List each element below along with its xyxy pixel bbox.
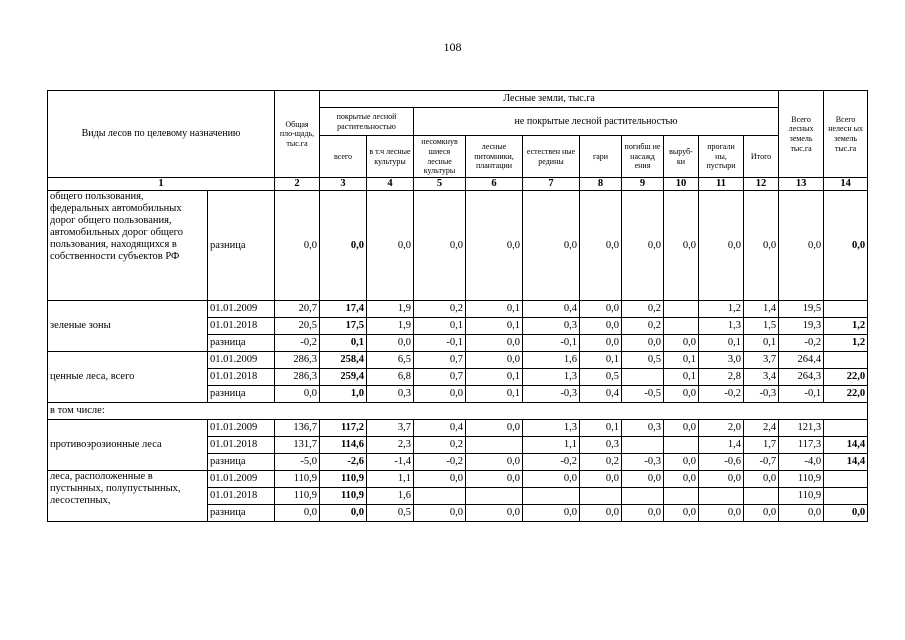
value-cell: -0,2 <box>699 386 744 403</box>
forest-lands-table <box>47 90 868 522</box>
value-cell: 0,0 <box>664 454 699 471</box>
value-cell: 117,3 <box>779 437 824 454</box>
value-cell <box>622 369 664 386</box>
value-cell: 0,2 <box>622 301 664 318</box>
value-cell: 136,7 <box>275 420 320 437</box>
value-cell <box>824 420 868 437</box>
value-cell: 0,0 <box>664 386 699 403</box>
value-cell: 0,0 <box>824 505 868 522</box>
header-total-forest-land: Всего лесных земель тыс.га <box>779 91 824 178</box>
column-number: 13 <box>779 178 824 191</box>
value-cell: 0,0 <box>367 191 414 301</box>
table-row <box>48 471 868 488</box>
value-cell: 6,8 <box>367 369 414 386</box>
value-cell: 0,0 <box>580 318 622 335</box>
value-cell: 0,1 <box>744 335 779 352</box>
value-cell <box>664 301 699 318</box>
value-cell: 110,9 <box>779 488 824 505</box>
value-cell: 1,4 <box>699 437 744 454</box>
value-cell: 0,0 <box>744 471 779 488</box>
value-cell: -0,2 <box>523 454 580 471</box>
value-cell: 0,0 <box>779 505 824 522</box>
value-cell: 0,1 <box>580 420 622 437</box>
value-cell: 1,9 <box>367 301 414 318</box>
value-cell: 0,5 <box>622 352 664 369</box>
value-cell: 1,2 <box>824 318 868 335</box>
value-cell: -0,3 <box>744 386 779 403</box>
value-cell: 0,1 <box>580 352 622 369</box>
value-cell: 0,0 <box>275 386 320 403</box>
value-cell: 2,3 <box>367 437 414 454</box>
column-number: 7 <box>523 178 580 191</box>
value-cell: 286,3 <box>275 352 320 369</box>
header-covered-total: всего <box>320 136 367 178</box>
value-cell: 3,0 <box>699 352 744 369</box>
row-label: 01.01.2009 <box>208 471 275 488</box>
value-cell: 0,1 <box>664 369 699 386</box>
forest-type-name: ценные леса, всего <box>48 352 208 403</box>
header-total-nonforest-land: Всего нелесн ых земель тыс.га <box>824 91 868 178</box>
value-cell: -0,7 <box>744 454 779 471</box>
header-unclosed-cultures: несомкнув шиеся лесные культуры <box>414 136 466 178</box>
row-label: 01.01.2018 <box>208 318 275 335</box>
value-cell: 0,0 <box>414 386 466 403</box>
value-cell: 110,9 <box>275 488 320 505</box>
forest-type-name: леса, расположенные в пустынных, полупустынных, лесостепных, <box>48 471 208 522</box>
value-cell: 258,4 <box>320 352 367 369</box>
value-cell: -0,3 <box>523 386 580 403</box>
column-number: 6 <box>466 178 523 191</box>
value-cell <box>664 437 699 454</box>
value-cell: 0,7 <box>414 369 466 386</box>
value-cell: 0,0 <box>275 505 320 522</box>
value-cell: 121,3 <box>779 420 824 437</box>
value-cell: 1,6 <box>367 488 414 505</box>
value-cell: 0,5 <box>367 505 414 522</box>
value-cell <box>580 488 622 505</box>
row-label: разница <box>208 454 275 471</box>
header-itogo: Итого <box>744 136 779 178</box>
value-cell: 0,0 <box>414 505 466 522</box>
header-natural-sparse: естествен ные редины <box>523 136 580 178</box>
row-label: разница <box>208 505 275 522</box>
value-cell: 0,0 <box>580 335 622 352</box>
forest-type-name: общего пользования, федеральных автомобильных дорог общего пользования, автомобильных дорог общего пользования, находящихся в собственности субъектов РФ <box>48 191 208 301</box>
value-cell: 6,5 <box>367 352 414 369</box>
value-cell: 0,1 <box>664 352 699 369</box>
value-cell: 0,0 <box>580 471 622 488</box>
value-cell: 117,2 <box>320 420 367 437</box>
value-cell <box>824 352 868 369</box>
value-cell: 1,4 <box>744 301 779 318</box>
value-cell <box>744 488 779 505</box>
value-cell: -0,2 <box>779 335 824 352</box>
value-cell: 1,6 <box>523 352 580 369</box>
value-cell: -0,2 <box>275 335 320 352</box>
row-label: 01.01.2009 <box>208 301 275 318</box>
value-cell: 0,0 <box>744 191 779 301</box>
value-cell: -0,5 <box>622 386 664 403</box>
column-number: 5 <box>414 178 466 191</box>
value-cell: 14,4 <box>824 454 868 471</box>
value-cell: 0,1 <box>414 318 466 335</box>
column-number: 10 <box>664 178 699 191</box>
row-label: 01.01.2009 <box>208 352 275 369</box>
row-label: 01.01.2018 <box>208 488 275 505</box>
value-cell: 0,1 <box>699 335 744 352</box>
value-cell: 20,7 <box>275 301 320 318</box>
value-cell: 1,2 <box>824 335 868 352</box>
value-cell: 0,0 <box>414 191 466 301</box>
value-cell: 0,0 <box>466 505 523 522</box>
header-dead-stands: погибш ие насажд ения <box>622 136 664 178</box>
column-number: 8 <box>580 178 622 191</box>
value-cell: 3,7 <box>367 420 414 437</box>
header-total-area: Общая пло-щадь, тыс.га <box>275 91 320 178</box>
value-cell <box>466 437 523 454</box>
value-cell: 0,0 <box>320 505 367 522</box>
value-cell: 0,0 <box>580 191 622 301</box>
value-cell: 264,4 <box>779 352 824 369</box>
value-cell: 0,1 <box>466 318 523 335</box>
value-cell: 110,9 <box>320 471 367 488</box>
value-cell: -0,1 <box>523 335 580 352</box>
header-cuttings: выруб-ки <box>664 136 699 178</box>
value-cell: 0,0 <box>664 420 699 437</box>
value-cell: 22,0 <box>824 386 868 403</box>
value-cell: -5,0 <box>275 454 320 471</box>
value-cell: 0,0 <box>523 471 580 488</box>
column-number: 2 <box>275 178 320 191</box>
value-cell: 0,2 <box>622 318 664 335</box>
value-cell: 0,0 <box>580 301 622 318</box>
value-cell: 0,0 <box>466 454 523 471</box>
value-cell: 0,0 <box>622 191 664 301</box>
row-label: 01.01.2018 <box>208 437 275 454</box>
value-cell: 0,0 <box>622 335 664 352</box>
value-cell: -2,6 <box>320 454 367 471</box>
value-cell: 1,3 <box>699 318 744 335</box>
table-row <box>48 301 868 318</box>
value-cell: 20,5 <box>275 318 320 335</box>
value-cell: 0,0 <box>699 191 744 301</box>
value-cell: 2,4 <box>744 420 779 437</box>
value-cell <box>523 488 580 505</box>
value-cell: 1,0 <box>320 386 367 403</box>
value-cell: 17,4 <box>320 301 367 318</box>
value-cell <box>664 488 699 505</box>
value-cell: 0,4 <box>580 386 622 403</box>
value-cell: 0,1 <box>466 386 523 403</box>
value-cell: 19,5 <box>779 301 824 318</box>
value-cell: 110,9 <box>275 471 320 488</box>
value-cell: 0,0 <box>699 471 744 488</box>
value-cell: 2,0 <box>699 420 744 437</box>
value-cell: 0,7 <box>414 352 466 369</box>
value-cell: 0,0 <box>523 505 580 522</box>
value-cell: 14,4 <box>824 437 868 454</box>
value-cell <box>664 318 699 335</box>
header-forest-types: Виды лесов по целевому назначению <box>48 91 275 178</box>
value-cell: 0,1 <box>466 301 523 318</box>
value-cell: 0,3 <box>523 318 580 335</box>
value-cell: 0,0 <box>466 471 523 488</box>
value-cell: 0,0 <box>779 191 824 301</box>
value-cell: 1,5 <box>744 318 779 335</box>
value-cell: 19,3 <box>779 318 824 335</box>
value-cell: 0,2 <box>414 437 466 454</box>
value-cell: -0,2 <box>414 454 466 471</box>
column-number: 1 <box>48 178 275 191</box>
column-number: 11 <box>699 178 744 191</box>
value-cell: 0,4 <box>523 301 580 318</box>
value-cell: 0,5 <box>580 369 622 386</box>
row-label: 01.01.2009 <box>208 420 275 437</box>
value-cell: 0,0 <box>622 505 664 522</box>
table-row <box>48 191 868 301</box>
value-cell: 1,3 <box>523 369 580 386</box>
value-cell <box>824 488 868 505</box>
value-cell: 1,1 <box>367 471 414 488</box>
value-cell: 286,3 <box>275 369 320 386</box>
value-cell: -0,6 <box>699 454 744 471</box>
value-cell: 1,7 <box>744 437 779 454</box>
row-label: разница <box>208 191 275 301</box>
value-cell: 0,0 <box>367 335 414 352</box>
value-cell: 0,0 <box>699 505 744 522</box>
value-cell: 0,0 <box>664 505 699 522</box>
value-cell: 0,0 <box>523 191 580 301</box>
value-cell: -1,4 <box>367 454 414 471</box>
value-cell: 0,0 <box>622 471 664 488</box>
value-cell: 0,0 <box>664 335 699 352</box>
value-cell: 1,2 <box>699 301 744 318</box>
value-cell: 110,9 <box>320 488 367 505</box>
value-cell: 1,3 <box>523 420 580 437</box>
value-cell: 0,0 <box>466 352 523 369</box>
value-cell: 0,0 <box>824 191 868 301</box>
value-cell <box>699 488 744 505</box>
value-cell <box>622 437 664 454</box>
header-nurseries: лесные питомники, плантации <box>466 136 523 178</box>
forest-type-name: зеленые зоны <box>48 301 208 352</box>
value-cell: 110,9 <box>779 471 824 488</box>
section-label: в том числе: <box>48 403 868 420</box>
header-not-covered: не покрытые лесной растительностью <box>414 108 779 136</box>
column-number: 12 <box>744 178 779 191</box>
value-cell: 0,0 <box>275 191 320 301</box>
value-cell: -0,1 <box>414 335 466 352</box>
header-incl-cultures: в т.ч лесные культуры <box>367 136 414 178</box>
column-number: 3 <box>320 178 367 191</box>
row-label: 01.01.2018 <box>208 369 275 386</box>
value-cell: 0,3 <box>367 386 414 403</box>
table-row <box>48 352 868 369</box>
value-cell: 1,9 <box>367 318 414 335</box>
value-cell <box>824 471 868 488</box>
section-row <box>48 403 868 420</box>
value-cell: 0,0 <box>414 471 466 488</box>
row-label: разница <box>208 386 275 403</box>
value-cell: 0,4 <box>414 420 466 437</box>
header-covered: покрытые лесной растительностью <box>320 108 414 136</box>
forest-type-name: противоэрозионные леса <box>48 420 208 471</box>
value-cell: 0,0 <box>320 191 367 301</box>
table-row <box>48 420 868 437</box>
value-cell <box>466 488 523 505</box>
value-cell: -0,1 <box>779 386 824 403</box>
column-number-row <box>48 178 868 191</box>
value-cell: 17,5 <box>320 318 367 335</box>
value-cell: 259,4 <box>320 369 367 386</box>
value-cell: -4,0 <box>779 454 824 471</box>
row-label: разница <box>208 335 275 352</box>
value-cell: 0,0 <box>580 505 622 522</box>
value-cell: 0,3 <box>580 437 622 454</box>
value-cell: 0,0 <box>664 471 699 488</box>
value-cell: 131,7 <box>275 437 320 454</box>
column-number: 4 <box>367 178 414 191</box>
value-cell: 264,3 <box>779 369 824 386</box>
value-cell: 0,0 <box>466 191 523 301</box>
value-cell: 0,0 <box>466 420 523 437</box>
value-cell: 0,0 <box>744 505 779 522</box>
page-number: 108 <box>443 40 462 54</box>
value-cell: -0,3 <box>622 454 664 471</box>
value-cell: 0,1 <box>320 335 367 352</box>
value-cell: 2,8 <box>699 369 744 386</box>
value-cell: 22,0 <box>824 369 868 386</box>
column-number: 9 <box>622 178 664 191</box>
value-cell <box>622 488 664 505</box>
value-cell <box>414 488 466 505</box>
value-cell: 0,1 <box>466 369 523 386</box>
value-cell: 3,7 <box>744 352 779 369</box>
column-number: 14 <box>824 178 868 191</box>
header-glades: прогали ны, пустыри <box>699 136 744 178</box>
value-cell: 0,0 <box>664 191 699 301</box>
value-cell: 0,2 <box>414 301 466 318</box>
value-cell: 0,0 <box>466 335 523 352</box>
value-cell: 1,1 <box>523 437 580 454</box>
header-burnt: гари <box>580 136 622 178</box>
value-cell: 0,3 <box>622 420 664 437</box>
value-cell: 3,4 <box>744 369 779 386</box>
value-cell <box>824 301 868 318</box>
value-cell: 114,6 <box>320 437 367 454</box>
header-forest-lands: Лесные земли, тыс.га <box>320 91 779 108</box>
value-cell: 0,2 <box>580 454 622 471</box>
